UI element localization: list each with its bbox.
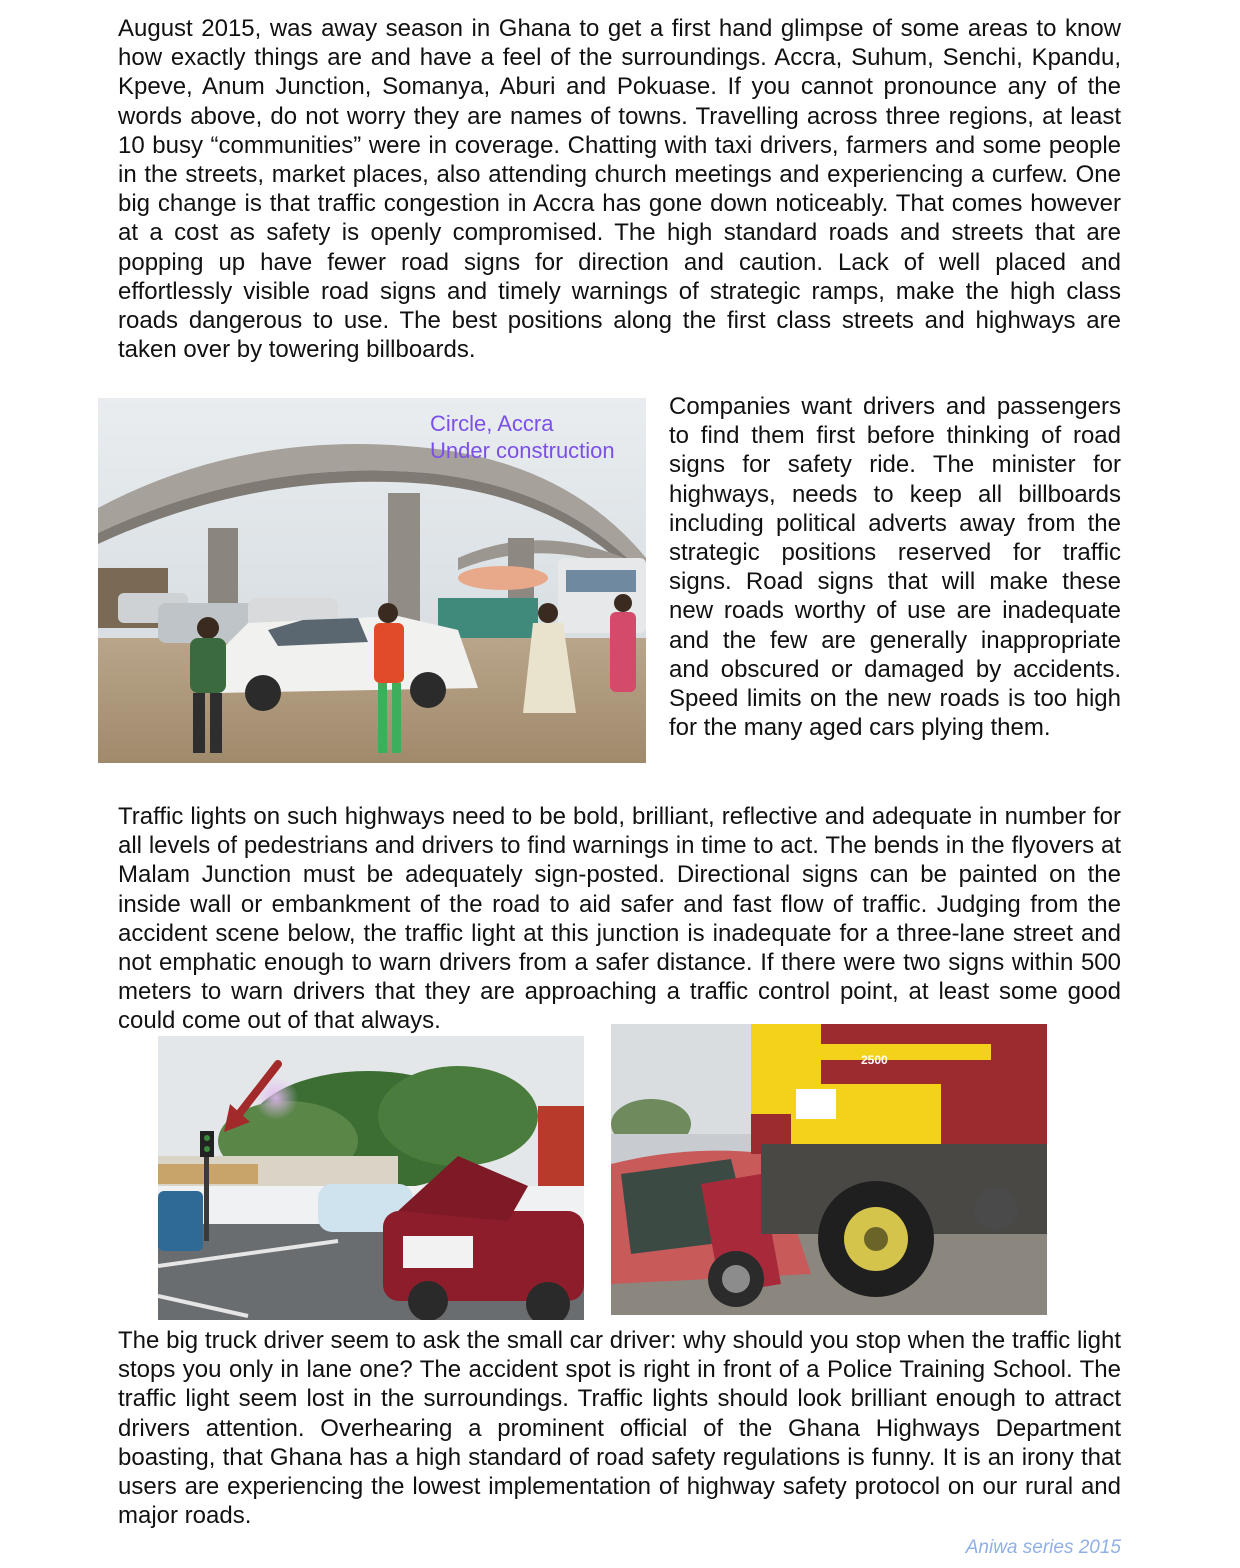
caption-line-2: Under construction [430,438,615,463]
intro-paragraph: August 2015, was away season in Ghana to get a first hand glimpse of some areas to know how exactly things are and have a feel of the surroundings. Accra, Suhum, Senchi, Kpandu, Kpeve, Anum Junction, Somanya, Aburi and Pokuase. If you cannot pronounce any of the words above, do not worry they are names of towns. Travelling across three regions, at least 10 busy “communities” were in coverage. Chatting with taxi drivers, farmers and some people in the streets, market places, also attending church meetings and experiencing a curfew. One big change is that traffic congestion in Accra has gone down noticeably. That comes however at a cost as safety is openly compromised. The high standard roads and streets that are popping up have fewer road signs for direction and caution. Lack of well placed and effortlessly visible road signs and timely warnings of strategic ramps, make the high class roads dangerous to use. The best positions along the first class streets and highways are taken over by towering billboards. [118,15,1121,364]
billboards-paragraph: Companies want drivers and passengers to find them first before thinking of road signs for safety ride. The minister for highways, needs to keep all billboards including political adverts away from the strategic positions reserved for traffic signs. Road signs that will make these new roads worthy of use are inadequate and the few are generally inappropriate and obscured or damaged by accidents. Speed limits on the new roads is too high for the many aged cars plying them. [669,393,1121,742]
traffic-lights-paragraph: Traffic lights on such highways need to be bold, brilliant, reflective and adequate in number for all levels of pedestrians and drivers to find warnings in time to act. The bends in the flyovers at Malam Junction must be adequately sign-posted. Directional signs can be painted on the inside wall or embankment of the road to aid safer and fast flow of traffic. Judging from the accident scene below, the traffic light at this junction is inadequate for a three-lane street and not emphatic enough to warn drivers from a safer distance. If there were two signs within 500 meters to warn drivers that they are approaching a traffic control point, at least some good could come out of that always. [118,803,1121,1035]
caption-line-1: Circle, Accra [430,411,554,436]
accra-circle-photo [98,398,646,763]
truck-crash-photo [611,1024,1047,1315]
accident-junction-photo [158,1036,584,1320]
truck-driver-paragraph: The big truck driver seem to ask the small car driver: why should you stop when the traffic light stops you only in lane one? The accident spot is right in front of a Police Training School. The traffic light seem lost in the surroundings. Traffic lights should look brilliant enough to attract drivers attention. Overhearing a prominent official of the Ghana Highways Department boasting, that Ghana has a high standard of road safety regulations is funny. It is an irony that users are experiencing the lowest implementation of highway safety protocol on our rural and major roads. [118,1327,1121,1530]
truck-number: 2500 [861,1053,888,1067]
series-footer: Aniwa series 2015 [965,1537,1121,1558]
photo-caption [430,410,640,464]
